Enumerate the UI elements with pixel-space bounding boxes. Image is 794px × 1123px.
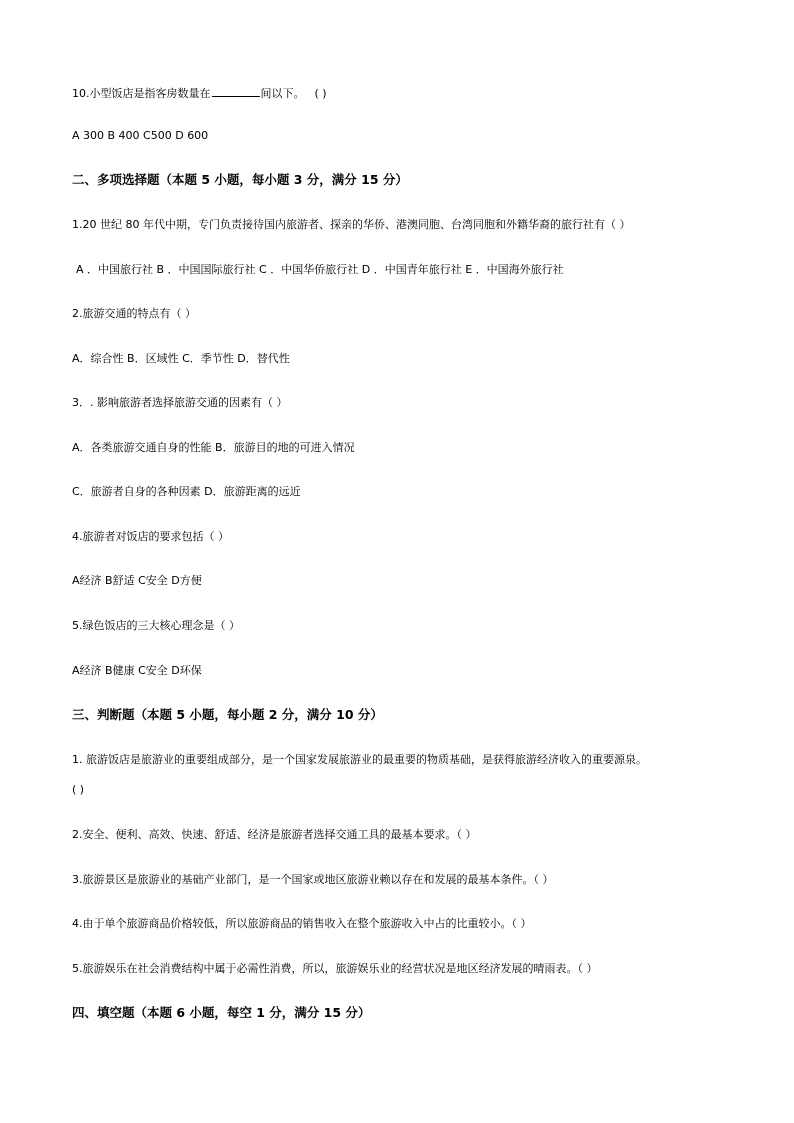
section-3-question-1-parentheses: ( ) [72,783,85,796]
section-2-question-4: 4.旅游者对饭店的要求包括（ ） [72,530,229,543]
section-2-question-2: 2.旅游交通的特点有（ ） [72,307,196,320]
section-2-question-2-options: A．综合性 B．区域性 C．季节性 D．替代性 [72,352,290,365]
section-3-heading: 三、判断题（本题 5 小题，每小题 2 分，满分 10 分） [72,707,383,722]
section-3-question-3: 3.旅游景区是旅游业的基础产业部门，是一个国家或地区旅游业赖以存在和发展的最基本条件。（ ） [72,873,554,886]
question-10-text-before: 10.小型饭店是指客房数量在 [72,87,211,100]
section-3-question-4: 4.由于单个旅游商品价格较低，所以旅游商品的销售收入在整个旅游收入中占的比重较小。（ ） [72,917,532,930]
section-2-question-1-options: A ．中国旅行社 B ．中国国际旅行社 C ．中国华侨旅行社 D ．中国青年旅行社 E ．中国海外旅行社 [76,263,564,276]
section-3-question-5: 5.旅游娱乐在社会消费结构中属于必需性消费，所以，旅游娱乐业的经营状况是地区经济发展的晴雨表。（ ） [72,962,598,975]
section-2-question-4-options: A经济 B舒适 C安全 D方便 [72,574,202,587]
question-10-options: A 300 B 400 C500 D 600 [72,129,209,142]
section-2-question-5-options: A经济 B健康 C安全 D环保 [72,664,202,677]
section-2-question-1: 1.20 世纪 80 年代中期，专门负责接待国内旅游者、探亲的华侨、港澳同胞、台湾同胞和外籍华裔的旅行社有（ ） [72,218,631,231]
question-10-text-after: 间以下。 [260,87,305,100]
section-4-heading: 四、填空题（本题 6 小题，每空 1 分，满分 15 分） [72,1005,371,1020]
question-10 [72,85,327,101]
answer-parentheses: ( ) [314,87,327,100]
section-2-question-5: 5.绿色饭店的三大核心理念是（ ） [72,619,240,632]
section-2-question-3-options-b: C．旅游者自身的各种因素 D．旅游距离的远近 [72,485,301,498]
section-2-question-3-options-a: A．各类旅游交通自身的性能 B．旅游目的地的可进入情况 [72,441,355,454]
section-3-question-2: 2.安全、便利、高效、快速、舒适、经济是旅游者选择交通工具的最基本要求。（ ） [72,828,477,841]
section-2-question-3: 3．. 影响旅游者选择旅游交通的因素有（ ） [72,396,288,409]
section-3-question-1: 1. 旅游饭店是旅游业的重要组成部分，是一个国家发展旅游业的最重要的物质基础，是获得旅游经济收入的重要源泉。 [72,753,647,766]
fill-in-blank [212,85,260,97]
section-2-heading: 二、多项选择题（本题 5 小题，每小题 3 分，满分 15 分） [72,172,408,187]
